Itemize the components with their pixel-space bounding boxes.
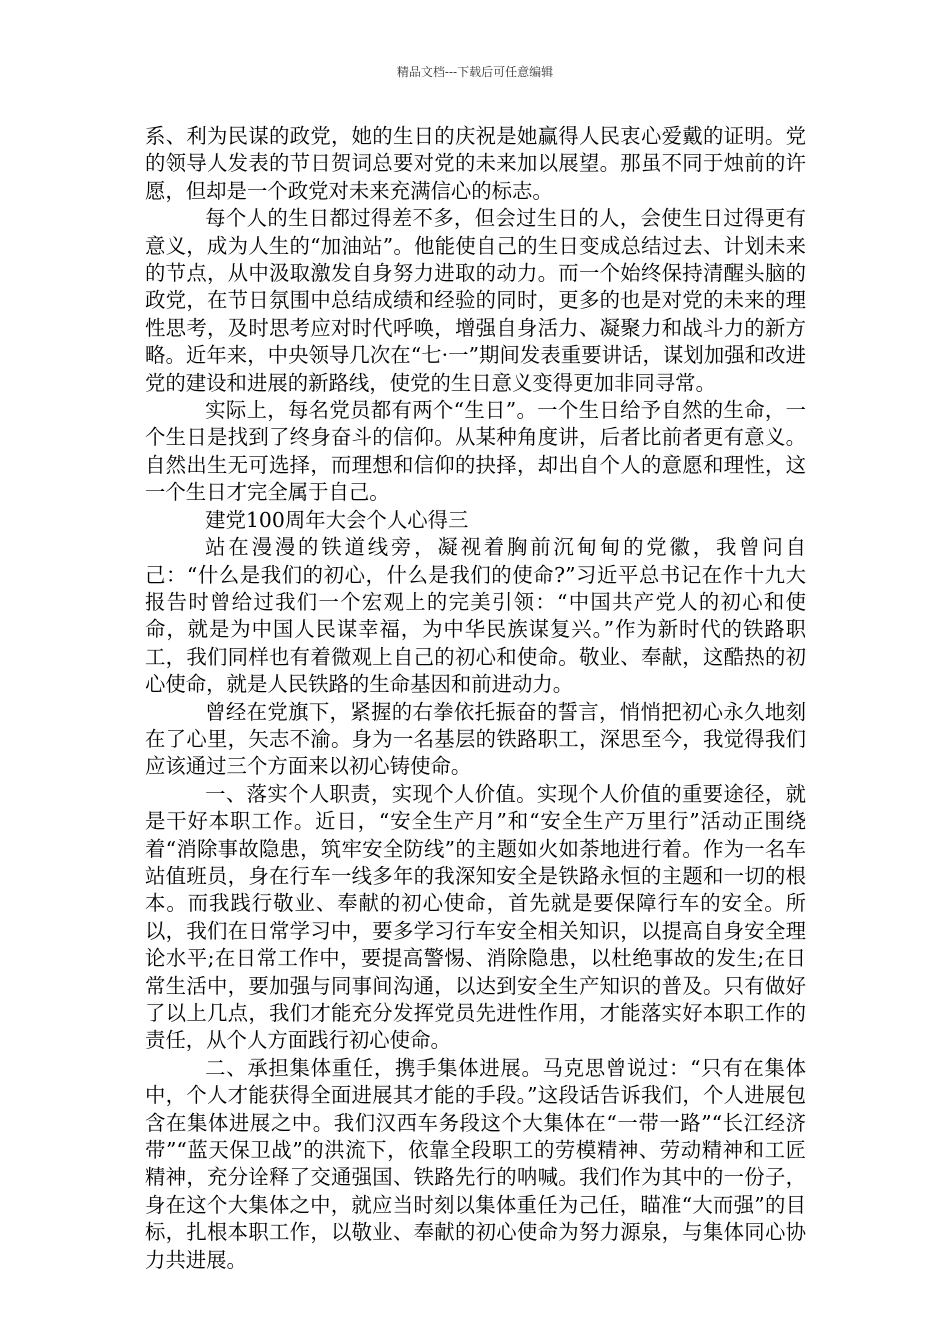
paragraph-2: 每个人的生日都过得差不多，但会过生日的人，会使生日过得更有意义，成为人生的“加油站”。他能使自己的生日变成总结过去、计划未来的节点，从中汲取激发自身努力进取的动力。而一个始终保持清醒头脑的政党，在节日氛围中总结成绩和经验的同时，更多的也是对党的未来的理性思考，及时思考应对时代呼唤，增强自身活力、凝聚力和战斗力的新方略。近年来，中央领导几次在“七·一”期间发表重要讲话，谋划加强和改进党的建设和进展的新路线，使党的生日意义变得更加非同寻常。 <box>145 206 806 395</box>
paragraph-4: 站在漫漫的铁道线旁，凝视着胸前沉甸甸的党徽，我曾问自己：“什么是我们的初心，什么是我们的使命?”习近平总书记在作十九大报告时曾给过我们一个宏观上的完美引领：“中国共产党人的初心和使命，就是为中国人民谋幸福，为中华民族谋复兴。”作为新时代的铁路职工，我们同样也有着微观上自己的初心和使命。敬业、奉献，这酷热的初心使命，就是人民铁路的生命基因和前进动力。 <box>145 535 806 697</box>
paragraph-6: 一、落实个人职责，实现个人价值。实现个人价值的重要途径，就是干好本职工作。近日，“安全生产月”和“安全生产万里行”活动正围绕着“消除事故隐患，筑牢安全防线”的主题如火如荼地进行着。作为一名车站值班员，身在行车一线多年的我深知安全是铁路永恒的主题和一切的根本。而我践行敬业、奉献的初心使命，首先就是要保障行车的安全。所以，我们在日常学习中，要多学习行车安全相关知识，以提高自身安全理论水平;在日常工作中，要提高警惕、消除隐患，以杜绝事故的发生;在日常生活中，要加强与同事间沟通，以达到安全生产知识的普及。只有做好了以上几点，我们才能充分发挥党员先进性作用，才能落实好本职工作的责任，从个人方面践行初心使命。 <box>145 781 806 1053</box>
document-body <box>145 123 806 1274</box>
page-header: 精品文档---下载后可任意编辑 <box>396 65 554 79</box>
paragraph-5: 曾经在党旗下，紧握的右拳依托振奋的誓言，悄悄把初心永久地刻在了心里，矢志不渝。身为一名基层的铁路职工，深思至今，我觉得我们应该通过三个方面来以初心铸使命。 <box>145 699 806 779</box>
paragraph-7: 二、承担集体重任，携手集体进展。马克思曾说过：“只有在集体中，个人才能获得全面进展其才能的手段。”这段话告诉我们，个人进展包含在集体进展之中。我们汉西车务段这个大集体在“一带一路”“长江经济带”“蓝天保卫战”的洪流下，依靠全段职工的劳模精神、劳动精神和工匠精神，充分诠释了交通强国、铁路先行的呐喊。我们作为其中的一份子，身在这个大集体之中，就应当时刻以集体重任为己任，瞄准“大而强”的目标，扎根本职工作，以敬业、奉献的初心使命为努力源泉，与集体同心协力共进展。 <box>145 1055 806 1272</box>
section-heading: 建党100周年大会个人心得三 <box>205 507 469 532</box>
paragraph-1: 系、利为民谋的政党，她的生日的庆祝是她赢得人民衷心爱戴的证明。党的领导人发表的节日贺词总要对党的未来加以展望。那虽不同于烛前的许愿，但却是一个政党对未来充满信心的标志。 <box>145 124 806 203</box>
paragraph-3: 实际上，每名党员都有两个“生日”。一个生日给予自然的生命，一个生日是找到了终身奋斗的信仰。从某种角度讲，后者比前者更有意义。自然出生无可选择，而理想和信仰的抉择，却出自个人的意愿和理性，这一个生日才完全属于自己。 <box>145 398 806 505</box>
